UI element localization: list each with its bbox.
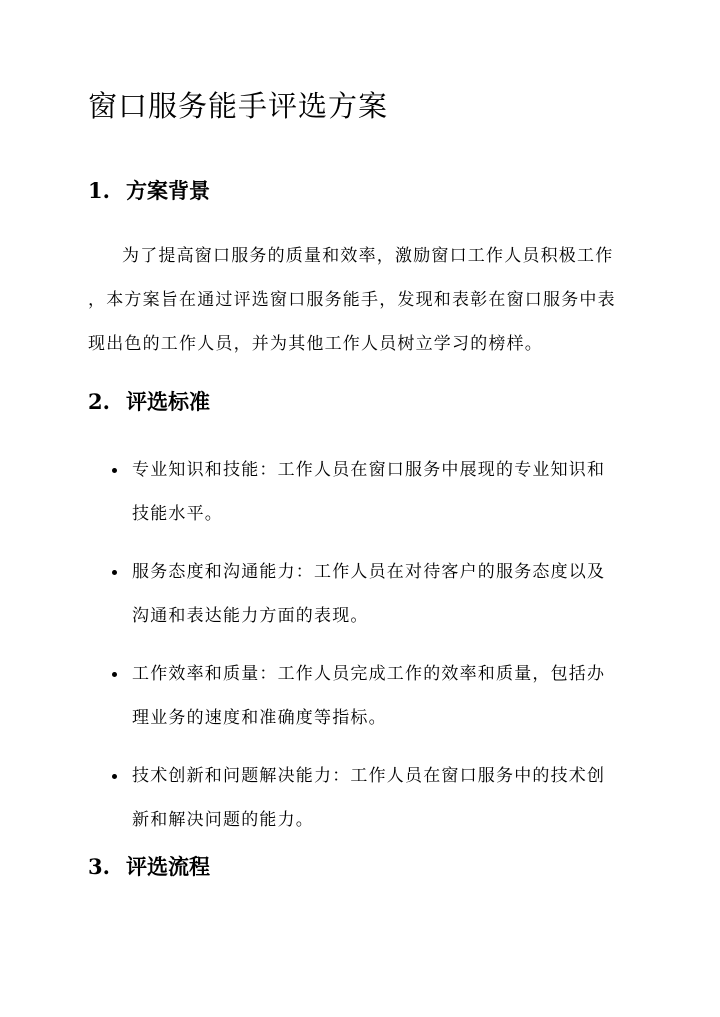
list-item [88,754,648,842]
list-item [88,652,648,740]
bullet-icon [112,468,117,473]
section-number: 3. [88,854,110,879]
list-item-line: 技术创新和问题解决能力：工作人员在窗口服务中的技术创 [132,766,606,786]
section-title: 评选流程 [126,854,210,879]
list-item-line: 专业知识和技能：工作人员在窗口服务中展现的专业知识和 [132,460,606,480]
list-item-line: 服务态度和沟通能力：工作人员在对待客户的服务态度以及 [132,562,606,582]
section-title: 评选标准 [126,389,210,414]
section-title: 方案背景 [126,178,210,203]
bullet-icon [112,774,117,779]
list-item [88,448,648,536]
section-number: 1. [88,178,110,203]
list-item-line: 理业务的速度和准确度等指标。 [132,708,387,728]
list-item-line: 技能水平。 [132,504,223,524]
paragraph-line: 为了提高窗口服务的质量和效率，激励窗口工作人员积极工作 [122,246,614,266]
section-heading-criteria [88,387,210,417]
list-item-line: 工作效率和质量：工作人员完成工作的效率和质量，包括办 [132,664,606,684]
background-paragraph [88,234,648,366]
section-heading-process [88,852,210,882]
list-item [88,550,648,638]
document-title: 窗口服务能手评选方案 [88,89,389,123]
section-number: 2. [88,389,110,414]
paragraph-line: 现出色的工作人员，并为其他工作人员树立学习的榜样。 [88,334,543,354]
bullet-icon [112,570,117,575]
list-item-line: 沟通和表达能力方面的表现。 [132,606,369,626]
section-heading-background [88,176,210,206]
criteria-list [88,448,648,856]
list-item-line: 新和解决问题的能力。 [132,810,314,830]
bullet-icon [112,672,117,677]
paragraph-line: ，本方案旨在通过评选窗口服务能手，发现和表彰在窗口服务中表 [88,290,616,310]
